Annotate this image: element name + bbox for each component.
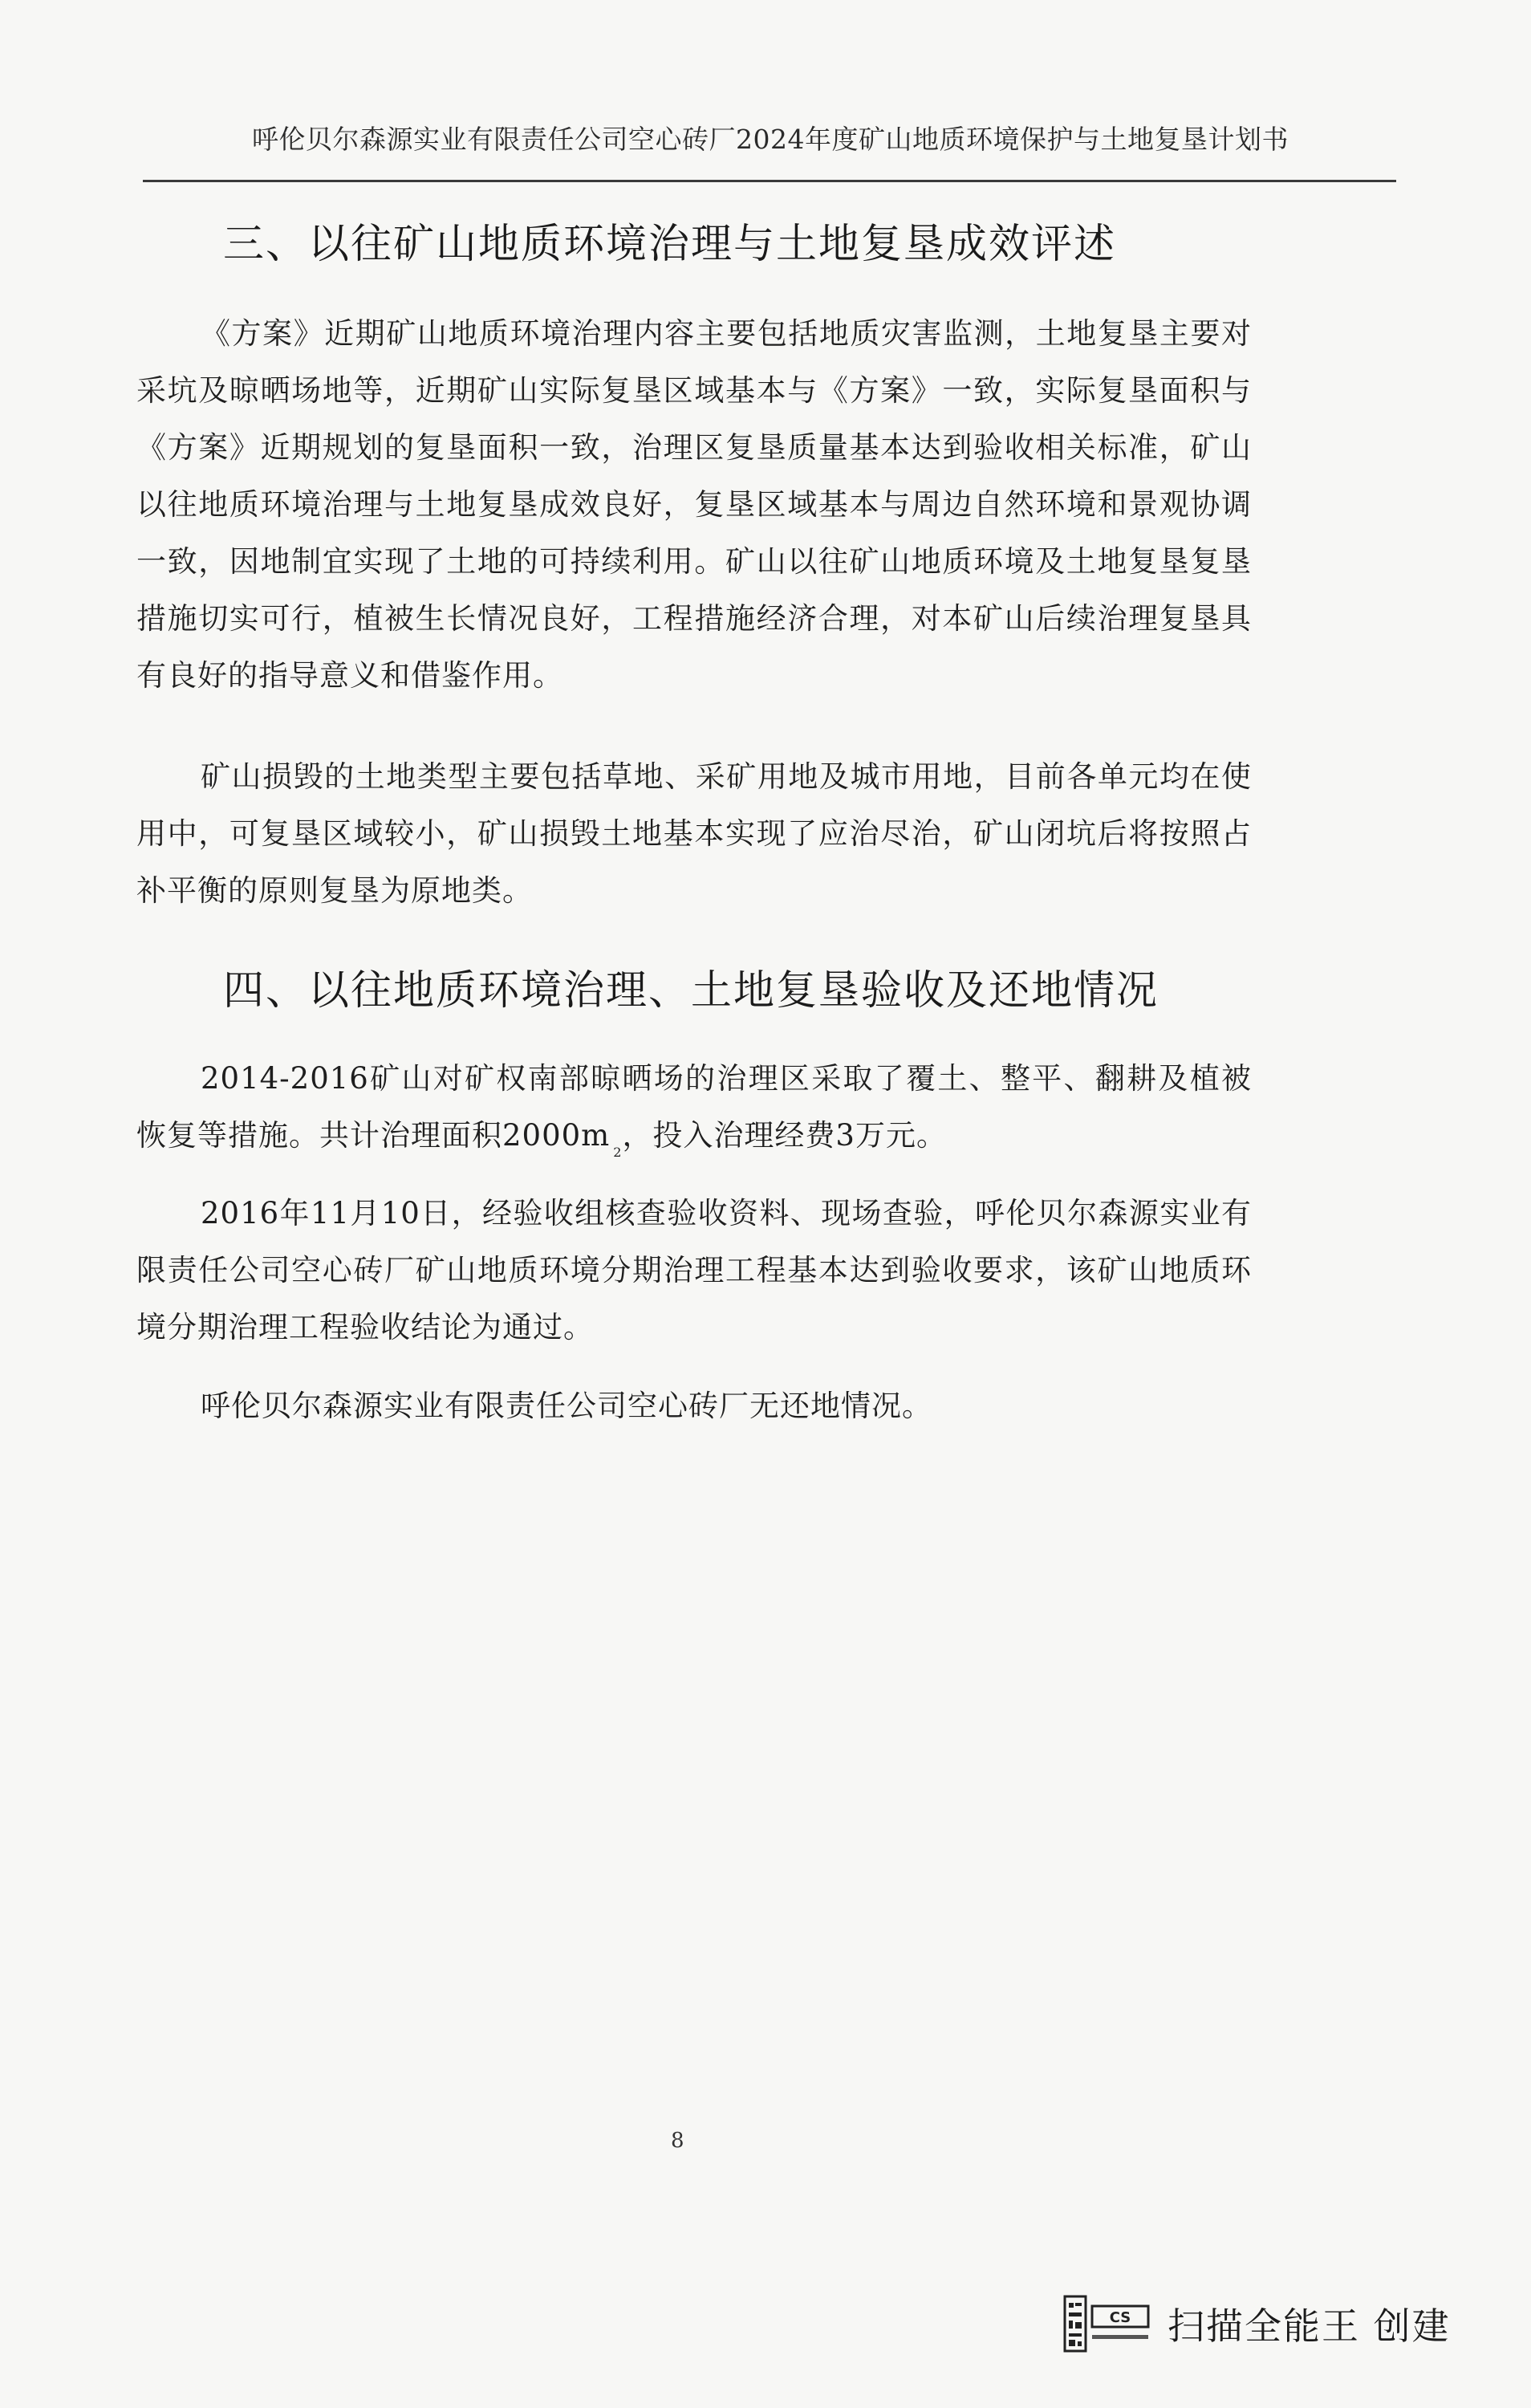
section4-heading: 四、以往地质环境治理、土地复垦验收及还地情况	[223, 967, 1159, 1015]
camscanner-logo-text: CS	[1109, 2309, 1131, 2326]
page-marker: 8	[671, 2129, 684, 2153]
section4-paragraph-1-tail: ，投入治理经费3万元。	[622, 1118, 947, 1153]
section4-paragraph-3: 呼伦贝尔森源实业有限责任公司空心砖厂无还地情况。	[201, 1389, 932, 1423]
watermark	[1063, 2292, 1451, 2356]
camscanner-logo-icon	[1063, 2295, 1151, 2353]
superscript-2: 2	[613, 1145, 623, 1160]
section4-paragraph-1	[136, 1050, 1252, 1181]
section4-paragraph-1-text: 2014-2016矿山对矿权南部晾晒场的治理区采取了覆土、整平、翻耕及植被恢复等措施。共计治理面积2000m	[136, 1061, 1252, 1153]
watermark-text: 扫描全能王 创建	[1168, 2304, 1451, 2348]
header-rule	[143, 180, 1396, 182]
section3-paragraph-2: 矿山损毁的土地类型主要包括草地、采矿用地及城市用地，目前各单元均在使用中，可复垦区域较小，矿山损毁土地基本实现了应治尽治，矿山闭坑后将按照占补平衡的原则复垦为原地类。	[136, 759, 1252, 908]
section3-paragraph-1: 《方案》近期矿山地质环境治理内容主要包括地质灾害监测，土地复垦主要对采坑及晾晒场地等，近期矿山实际复垦区域基本与《方案》一致，实际复垦面积与《方案》近期规划的复垦面积一致，治理区复垦质量基本达到验收相关标准，矿山以往地质环境治理与土地复垦成效良好，复垦区域基本与周边自然环境和景观协调一致，因地制宜实现了土地的可持续利用。矿山以往矿山地质环境及土地复垦复垦措施切实可行，植被生长情况良好，工程措施经济合理，对本矿山后续治理复垦具有良好的指导意义和借鉴作用。	[136, 316, 1252, 693]
header-title: 呼伦贝尔森源实业有限责任公司空心砖厂2024年度矿山地质环境保护与土地复垦计划书	[252, 124, 1289, 155]
section4-paragraph-2: 2016年11月10日，经验收组核查验收资料、现场查验，呼伦贝尔森源实业有限责任公司空心砖厂矿山地质环境分期治理工程基本达到验收要求，该矿山地质环境分期治理工程验收结论为通过。	[136, 1196, 1252, 1344]
section3-heading: 三、以往矿山地质环境治理与土地复垦成效评述	[223, 221, 1117, 268]
